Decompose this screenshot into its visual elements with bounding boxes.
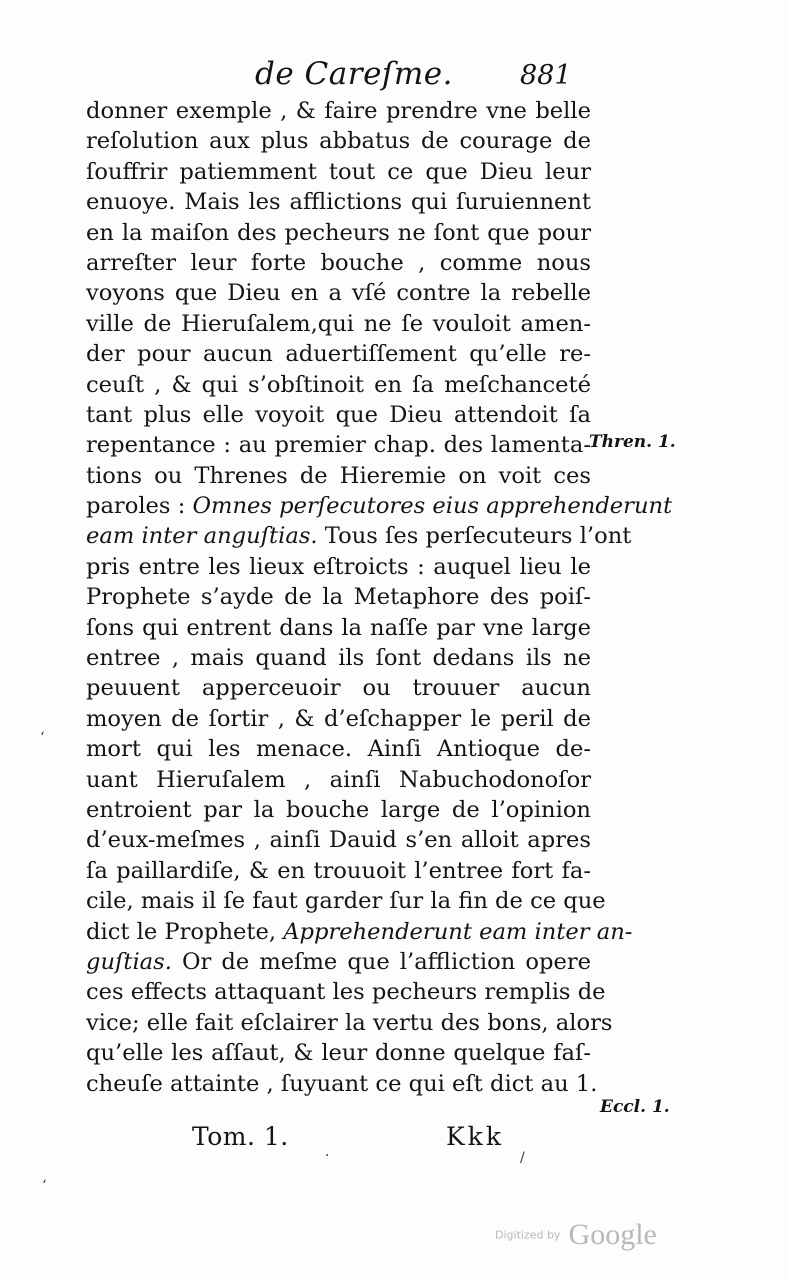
text-line xyxy=(86,309,591,339)
digitized-by-google-watermark xyxy=(495,1218,657,1254)
latin-quotation: eam inter anguſtias. xyxy=(86,523,318,550)
ink-speck: ‘ xyxy=(40,730,45,746)
text-segment: ceuſt , & qui s’obſtinoit en ſa meſchanceté xyxy=(86,371,591,398)
ink-speck: · xyxy=(325,1148,330,1164)
text-segment: ville de Hieruſalem,qui ne ſe vouloit amen- xyxy=(86,310,591,337)
margin-note-eccl: Eccl. 1. xyxy=(600,1097,670,1117)
text-segment: donner exemple , & faire prendre vne belle xyxy=(86,98,591,124)
text-segment: vice; elle fait eſclairer la vertu des bons, alors xyxy=(86,1009,613,1036)
text-line xyxy=(86,461,591,491)
text-segment: repentance : au premier chap. des lamenta- xyxy=(86,432,591,459)
text-line xyxy=(86,795,591,825)
text-segment: dict le Prophete, xyxy=(86,918,284,945)
text-line xyxy=(86,825,591,855)
text-segment: ces effects attaquant les pecheurs remplis de xyxy=(86,979,606,1006)
text-segment: cheuſe attainte , ſuyuant ce qui eſt dict au 1. xyxy=(86,1070,598,1097)
text-segment: Tous ſes perſecuteurs l’ont xyxy=(317,523,632,550)
text-line xyxy=(86,218,591,248)
text-segment: pris entre les lieux eſtroicts : auquel lieu le xyxy=(86,553,591,580)
text-line xyxy=(86,157,591,187)
gathering-mark: Kkk xyxy=(446,1122,504,1151)
text-line xyxy=(86,673,591,703)
text-line xyxy=(86,552,591,582)
text-segment: d’eux-meſmes , ainſi Dauid s’en alloit apres xyxy=(86,827,591,854)
text-line xyxy=(86,339,591,369)
text-line xyxy=(86,1069,598,1099)
text-segment: ſouffrir patiemment tout ce que Dieu leur xyxy=(86,158,591,185)
volume-signature: Tom. 1. xyxy=(192,1122,289,1151)
text-line xyxy=(86,704,591,734)
text-segment: tions ou Threnes de Hieremie on voit ces xyxy=(86,462,591,489)
text-segment: ſa paillardiſe, & en trouuoit l’entree fort fa- xyxy=(86,857,591,884)
text-line xyxy=(86,734,591,764)
text-line xyxy=(86,886,606,916)
text-line xyxy=(86,370,591,400)
text-line xyxy=(86,126,591,156)
watermark-prefix: Digitized by xyxy=(495,1228,561,1242)
text-line xyxy=(86,765,591,795)
text-line xyxy=(86,491,673,521)
text-segment: qu’elle les aſſaut, & leur donne quelque faſ- xyxy=(86,1040,591,1067)
text-line xyxy=(86,521,632,551)
text-segment: entroient par la bouche large de l’opinion xyxy=(86,796,591,823)
text-line xyxy=(86,278,591,308)
text-line xyxy=(86,1038,591,1068)
text-line xyxy=(86,400,591,430)
text-line xyxy=(86,643,591,673)
text-segment: arreſter leur forte bouche , comme nous xyxy=(86,249,591,276)
text-line xyxy=(86,1008,613,1038)
text-segment: paroles : xyxy=(86,493,193,520)
google-logo: Google xyxy=(568,1218,657,1251)
text-line xyxy=(86,248,591,278)
text-segment: der pour aucun aduertiſſement qu’elle re- xyxy=(86,341,591,368)
margin-note-threnes: Thren. 1. xyxy=(589,432,676,452)
text-segment: enuoye. Mais les afflictions qui ſuruiennent xyxy=(86,189,591,216)
text-line xyxy=(86,917,633,947)
latin-quotation: guſtias. xyxy=(86,948,172,975)
running-title: de Careſme. xyxy=(255,56,453,92)
text-line xyxy=(86,613,591,643)
text-segment: moyen de ſortir , & d’eſchapper le peril de xyxy=(86,705,591,732)
text-line xyxy=(86,430,591,460)
text-segment: Prophete s’ayde de la Metaphore des poiſ- xyxy=(86,584,591,611)
text-line xyxy=(86,947,591,977)
text-segment: Or de meſme que l’affliction opere xyxy=(171,948,591,975)
latin-quotation: Omnes perſecutores eius apprehenderunt xyxy=(192,493,673,520)
text-line xyxy=(86,977,606,1007)
text-line xyxy=(86,187,591,217)
ink-speck: ‘ xyxy=(42,1178,47,1194)
latin-quotation: Apprehenderunt eam inter an- xyxy=(283,918,633,945)
text-line xyxy=(86,856,591,886)
text-segment: entree , mais quand ils ſont dedans ils ne xyxy=(86,645,591,672)
text-segment: peuuent apperceuoir ou trouuer aucun xyxy=(86,675,591,702)
text-line xyxy=(86,96,591,126)
text-line xyxy=(86,582,591,612)
page-footer xyxy=(0,1122,787,1162)
text-segment: en la maiſon des pecheurs ne ſont que pour xyxy=(86,219,591,246)
page-number: 881 xyxy=(520,60,572,91)
text-segment: uant Hieruſalem , ainſi Nabuchodonoſor xyxy=(86,766,591,793)
text-segment: voyons que Dieu en a vſé contre la rebelle xyxy=(86,280,591,307)
text-segment: reſolution aux plus abbatus de courage de xyxy=(86,128,591,155)
page-header xyxy=(0,56,787,96)
text-segment: cile, mais il ſe faut garder ſur la fin de ce que xyxy=(86,888,606,915)
ink-speck: / xyxy=(520,1150,525,1166)
text-segment: ſons qui entrent dans la naſſe par vne large xyxy=(86,614,591,641)
text-segment: mort qui les menace. Ainſi Antioque de- xyxy=(86,736,591,763)
text-segment: tant plus elle voyoit que Dieu attendoit ſa xyxy=(86,401,591,428)
